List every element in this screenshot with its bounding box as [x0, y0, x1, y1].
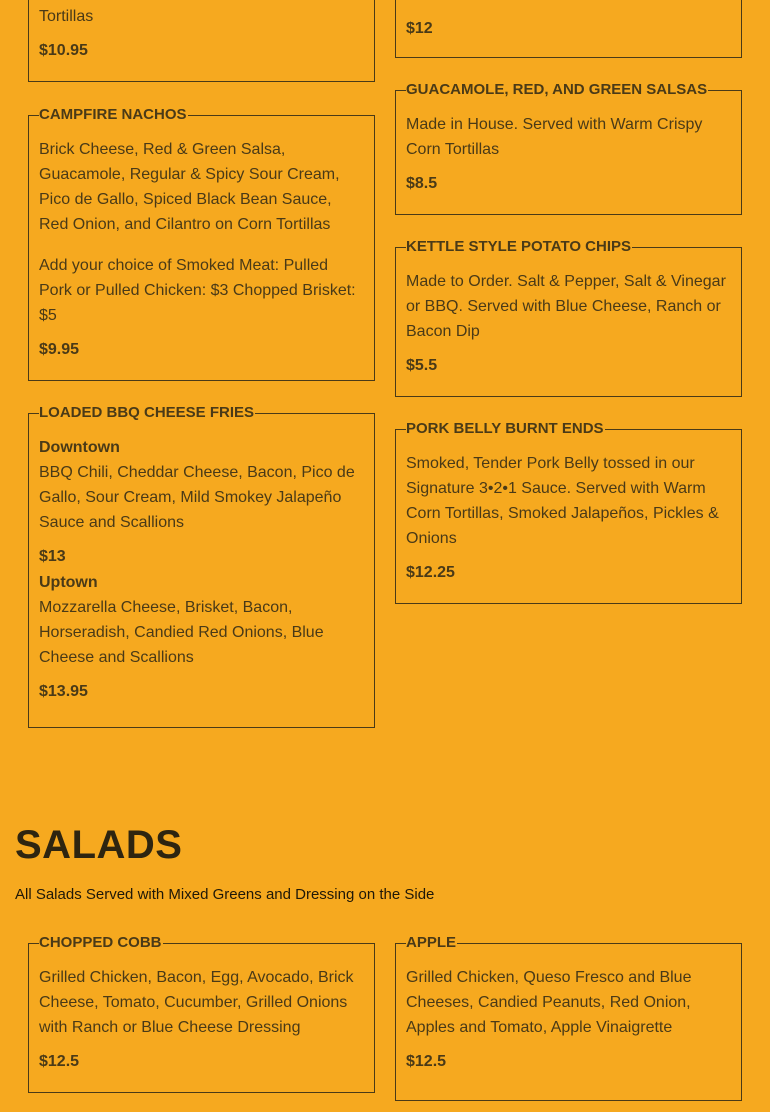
menu-option-name: Uptown [39, 574, 98, 591]
menu-option-price: $13.95 [39, 683, 88, 700]
menu-item-price: $8.5 [406, 175, 438, 192]
menu-item-potato-chips [395, 238, 742, 397]
menu-item-title: APPLE [406, 934, 457, 951]
menu-item-pork-belly [395, 420, 742, 604]
menu-item-description: Grilled Chicken, Bacon, Egg, Avocado, Brick Cheese, Tomato, Cucumber, Grilled Onions with Ranch or Blue Cheese Dressing [39, 969, 354, 1036]
menu-item-price: $12.5 [39, 1053, 80, 1070]
menu-item-description: Smoked, Tender Pork Belly tossed in our Signature 3•2•1 Sauce. Served with Warm Corn Tortillas, Smoked Jalapeños, Pickles & Onions [406, 455, 719, 547]
menu-item-title: CHOPPED COBB [39, 934, 162, 951]
menu-item-title: GUACAMOLE, RED, AND GREEN SALSAS [406, 81, 708, 98]
menu-item-chopped-cobb [28, 934, 375, 1093]
menu-option-description: Mozzarella Cheese, Brisket, Bacon, Horseradish, Candied Red Onions, Blue Cheese and Scallions [39, 599, 324, 666]
menu-item-description: Made to Order. Salt & Pepper, Salt & Vinegar or BBQ. Served with Blue Cheese, Ranch or Bacon Dip [406, 273, 726, 340]
menu-item-title: PORK BELLY BURNT ENDS [406, 420, 604, 437]
menu-item-title: LOADED BBQ CHEESE FRIES [39, 404, 255, 421]
menu-item-guacamole [395, 81, 742, 215]
menu-item-loaded-fries [28, 404, 375, 728]
menu-item-description: Grilled Chicken, Queso Fresco and Blue Cheeses, Candied Peanuts, Red Onion, Apples and Tomato, Apple Vinaigrette [406, 969, 692, 1036]
menu-item-card [395, 0, 742, 58]
menu-option-price: $13 [39, 548, 66, 565]
section-subtitle: All Salads Served with Mixed Greens and Dressing on the Side [15, 886, 435, 903]
menu-item-campfire-nachos [28, 106, 375, 381]
menu-item-price: $5.5 [406, 357, 438, 374]
menu-item-price: $12.5 [406, 1053, 447, 1070]
menu-item-card [28, 0, 375, 82]
menu-item-price: $10.95 [39, 42, 88, 59]
section-title-salads: SALADS [15, 823, 183, 867]
menu-item-title: CAMPFIRE NACHOS [39, 106, 187, 123]
menu-item-description: Tortillas [39, 8, 94, 25]
menu-item-addon: Add your choice of Smoked Meat: Pulled Pork or Pulled Chicken: $3 Chopped Brisket: $5 [39, 257, 356, 324]
menu-item-description: Brick Cheese, Red & Green Salsa, Guacamole, Regular & Spicy Sour Cream, Pico de Gallo, Spiced Black Bean Sauce, Red Onion, and Cilantro on Corn Tortillas [39, 141, 340, 233]
menu-option-description: BBQ Chili, Cheddar Cheese, Bacon, Pico de Gallo, Sour Cream, Mild Smokey Jalapeño Sauce and Scallions [39, 464, 355, 531]
menu-item-apple [395, 934, 742, 1101]
menu-item-description: Made in House. Served with Warm Crispy Corn Tortillas [406, 116, 703, 158]
menu-item-price: $12.25 [406, 564, 455, 581]
menu-option-name: Downtown [39, 439, 120, 456]
menu-item-price: $9.95 [39, 341, 80, 358]
menu-item-title: KETTLE STYLE POTATO CHIPS [406, 238, 632, 255]
menu-item-price: $12 [406, 20, 433, 37]
